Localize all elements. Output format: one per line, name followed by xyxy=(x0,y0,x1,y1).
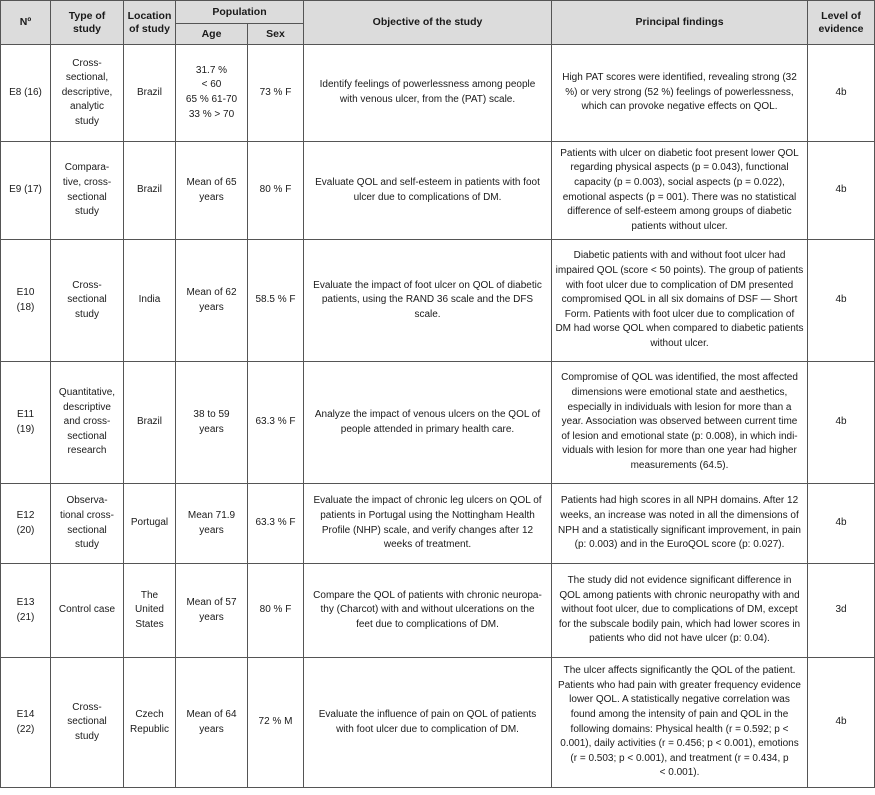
study-type: Cross- sectional study xyxy=(51,658,124,788)
principal-findings: High PAT scores were identified, revealing strong (32 %) or very strong (52 %) feelings of powerlessness, which can provoke negative effects on QOL. xyxy=(552,45,808,142)
study-type: Observa- tional cross- sectional study xyxy=(51,484,124,564)
study-location: Brazil xyxy=(124,362,176,484)
study-location: Brazil xyxy=(124,142,176,240)
study-objective: Identify feelings of powerlessness among people with venous ulcer, from the (PAT) scale. xyxy=(304,45,552,142)
study-objective: Compare the QOL of patients with chronic neuropa- thy (Charcot) with and without ulcerations on the feet due to complications of DM. xyxy=(304,564,552,658)
evidence-level: 4b xyxy=(808,240,875,362)
header-location: Location of study xyxy=(124,1,176,45)
principal-findings: Compromise of QOL was identified, the most affected dimensions were emotional state and aesthetics, especially in individuals with lesion for more than a year. Association was observed between current time of lesion and emotional state (p: 0.008), in which indi- viduals with lesion for more than one year had higher measurements (64.5). xyxy=(552,362,808,484)
population-sex: 63.3 % F xyxy=(248,362,304,484)
table-row xyxy=(1,240,875,362)
principal-findings: The ulcer affects significantly the QOL of the patient. Patients who had pain with greater frequency evidence lower QOL. A statistically negative correlation was found among the intensity of pain and QOL in the following domains: Physical health (r = 0.592; p < 0.001), daily activities (r = 0.456; p < 0.001), emotions (r = 0.503; p < 0.001), and treatment (r = 0.434, p < 0.001). xyxy=(552,658,808,788)
population-sex: 80 % F xyxy=(248,564,304,658)
population-age: Mean of 57 years xyxy=(176,564,248,658)
study-location: Brazil xyxy=(124,45,176,142)
study-type: Control case xyxy=(51,564,124,658)
evidence-level: 3d xyxy=(808,564,875,658)
header-population: Population xyxy=(176,1,304,24)
study-id: E14 (22) xyxy=(1,658,51,788)
principal-findings: Diabetic patients with and without foot ulcer had impaired QOL (score < 50 points). The group of patients with foot ulcer due to complication of DM presented compromised QOL in all six domains of DSF — Short Form. Patients with foot ulcer due to complication of DM had worse QOL when compared to diabetic patients without ulcer. xyxy=(552,240,808,362)
study-objective: Evaluate QOL and self-esteem in patients with foot ulcer due to complications of DM. xyxy=(304,142,552,240)
study-id: E11 (19) xyxy=(1,362,51,484)
header-objective: Objective of the study xyxy=(304,1,552,45)
study-id: E8 (16) xyxy=(1,45,51,142)
population-sex: 58.5 % F xyxy=(248,240,304,362)
header-findings: Principal findings xyxy=(552,1,808,45)
evidence-level: 4b xyxy=(808,484,875,564)
population-age: Mean of 65 years xyxy=(176,142,248,240)
principal-findings: Patients with ulcer on diabetic foot present lower QOL regarding physical aspects (p = 0.043), functional capacity (p = 0.003), social aspects (p = 0.022), emotional aspects (p = 001). There was no statistical difference of self-esteem among groups of diabetic patients without ulcer. xyxy=(552,142,808,240)
principal-findings: Patients had high scores in all NPH domains. After 12 weeks, an increase was noted in all the dimensions of NPH and a statistically significant improvement, in pain (p: 0.003) and in the EuroQOL score (p: 0.027). xyxy=(552,484,808,564)
table-row xyxy=(1,484,875,564)
population-age: 31.7 % < 60 65 % 61-70 33 % > 70 xyxy=(176,45,248,142)
table-row xyxy=(1,658,875,788)
population-sex: 72 % M xyxy=(248,658,304,788)
header-study-type: Type of study xyxy=(51,1,124,45)
study-location: India xyxy=(124,240,176,362)
study-id: E12 (20) xyxy=(1,484,51,564)
study-id: E13 (21) xyxy=(1,564,51,658)
table-row xyxy=(1,362,875,484)
header-number: Nº xyxy=(1,1,51,45)
study-type: Cross- sectional, descriptive, analytic study xyxy=(51,45,124,142)
population-age: Mean 71.9 years xyxy=(176,484,248,564)
study-type: Quantitative, descriptive and cross- sectional research xyxy=(51,362,124,484)
study-id: E10 (18) xyxy=(1,240,51,362)
header-age: Age xyxy=(176,24,248,45)
population-sex: 80 % F xyxy=(248,142,304,240)
evidence-level: 4b xyxy=(808,45,875,142)
header-sex: Sex xyxy=(248,24,304,45)
table-row xyxy=(1,142,875,240)
header-row xyxy=(1,1,875,24)
study-type: Cross- sectional study xyxy=(51,240,124,362)
population-age: Mean of 64 years xyxy=(176,658,248,788)
population-sex: 63.3 % F xyxy=(248,484,304,564)
study-id: E9 (17) xyxy=(1,142,51,240)
study-objective: Analyze the impact of venous ulcers on the QOL of people attended in primary health care. xyxy=(304,362,552,484)
table-row xyxy=(1,564,875,658)
study-type: Compara- tive, cross- sectional study xyxy=(51,142,124,240)
study-location: Czech Republic xyxy=(124,658,176,788)
principal-findings: The study did not evidence significant difference in QOL among patients with chronic neuropathy with and without foot ulcer, due to complications of DM, except for the subscale bodily pain, which had lower scores in patients who did not have ulcer (p: 0.04). xyxy=(552,564,808,658)
study-objective: Evaluate the impact of foot ulcer on QOL of diabetic patients, using the RAND 36 scale and the DFS scale. xyxy=(304,240,552,362)
header-evidence: Level of evidence xyxy=(808,1,875,45)
study-objective: Evaluate the impact of chronic leg ulcers on QOL of patients in Portugal using the Nottingham Health Profile (NHP) scale, and verify changes after 12 weeks of treatment. xyxy=(304,484,552,564)
evidence-level: 4b xyxy=(808,362,875,484)
study-objective: Evaluate the influence of pain on QOL of patients with foot ulcer due to complication of DM. xyxy=(304,658,552,788)
evidence-level: 4b xyxy=(808,142,875,240)
table-row xyxy=(1,45,875,142)
population-age: 38 to 59 years xyxy=(176,362,248,484)
study-location: The United States xyxy=(124,564,176,658)
evidence-level: 4b xyxy=(808,658,875,788)
population-sex: 73 % F xyxy=(248,45,304,142)
study-location: Portugal xyxy=(124,484,176,564)
population-age: Mean of 62 years xyxy=(176,240,248,362)
